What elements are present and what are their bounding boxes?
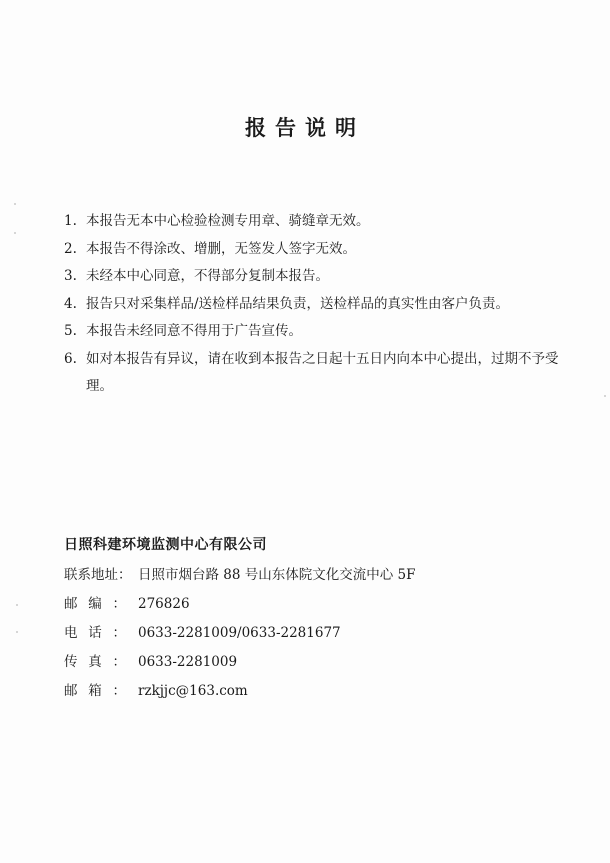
- postcode-label-text: 邮 编 ：: [64, 596, 126, 612]
- note-number: 2.: [64, 240, 77, 257]
- postcode-label: [64, 590, 138, 619]
- phone-label: [64, 619, 138, 648]
- scan-speck: [16, 631, 18, 633]
- list-item: [64, 291, 564, 319]
- list-item: [64, 263, 564, 291]
- scan-speck: [16, 604, 18, 606]
- notes-list: [64, 208, 564, 401]
- list-item: [64, 346, 564, 401]
- note-text: 本报告未经同意不得用于广告宣传。: [86, 323, 302, 339]
- contact-row-fax: [64, 648, 564, 677]
- list-item: [64, 208, 564, 236]
- email-value: rzkjjc@163.com: [138, 683, 248, 699]
- contact-row-phone: [64, 619, 564, 648]
- fax-value: 0633-2281009: [138, 654, 238, 670]
- note-number: 5.: [64, 323, 77, 339]
- postcode-value: 276826: [138, 596, 190, 612]
- note-text: 报告只对采集样品/送检样品结果负责，送检样品的真实性由客户负责。: [86, 295, 510, 312]
- fax-label-text: 传 真 ：: [64, 654, 126, 670]
- phone-value: 0633-2281009/0633-2281677: [138, 625, 341, 641]
- note-number: 1.: [64, 213, 77, 229]
- scan-speck: [604, 395, 606, 397]
- contact-row-email: [64, 677, 564, 706]
- page-title: 报告说明: [245, 116, 365, 140]
- company-name: 日照科建环境监测中心有限公司: [64, 537, 267, 553]
- contact-row-postcode: [64, 590, 564, 619]
- address-label: 联系地址：: [64, 567, 132, 583]
- note-text: 未经本中心同意，不得部分复制本报告。: [86, 268, 329, 284]
- phone-label-text: 电 话 ：: [64, 625, 126, 641]
- address-value: 日照市烟台路 88 号山东体院文化交流中心 5F: [138, 567, 416, 583]
- email-label: [64, 677, 138, 706]
- note-number: 4.: [64, 295, 77, 312]
- contact-block: [64, 561, 564, 706]
- fax-label: [64, 648, 138, 677]
- note-text: 如对本报告有异议，请在收到本报告之日起十五日内向本中心提出，过期不予受理。: [86, 350, 559, 394]
- scan-speck: [14, 203, 16, 205]
- email-label-text: 邮 箱 ：: [64, 683, 126, 699]
- note-text: 本报告不得涂改、增删，无签发人签字无效。: [86, 240, 356, 257]
- list-item: [64, 318, 564, 346]
- list-item: [64, 236, 564, 264]
- contact-row-address: [64, 561, 564, 590]
- note-number: 3.: [64, 268, 77, 284]
- scan-speck: [14, 232, 16, 234]
- note-text: 本报告无本中心检验检测专用章、骑缝章无效。: [86, 213, 370, 229]
- note-number: 6.: [64, 350, 77, 367]
